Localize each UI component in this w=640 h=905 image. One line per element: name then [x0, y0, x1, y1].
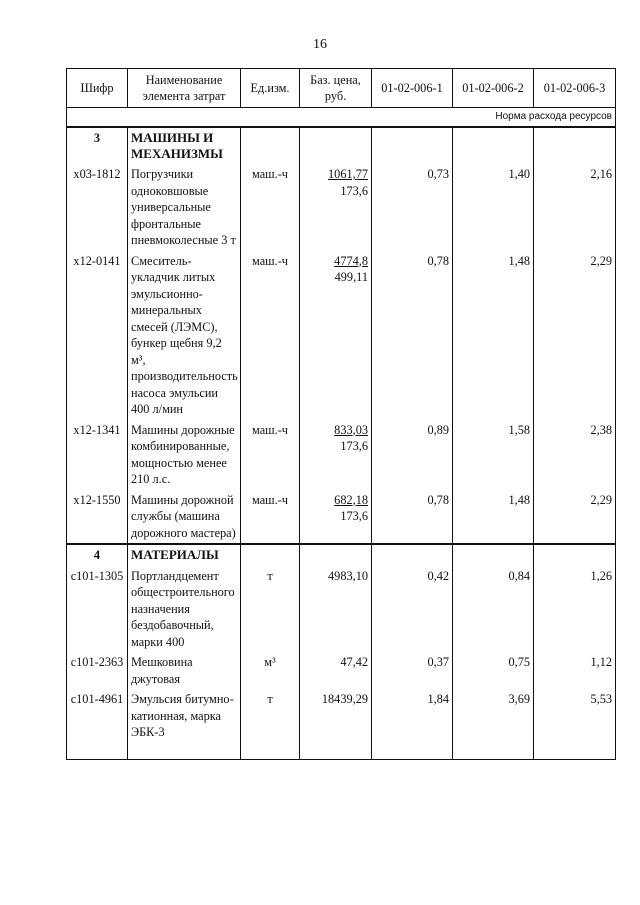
- base-price: 47,42: [340, 655, 368, 669]
- empty-cell: [534, 743, 616, 760]
- table-body: [67, 108, 616, 760]
- price-component: 173,6: [340, 183, 368, 198]
- table-row: [67, 490, 616, 545]
- section-number: 4: [67, 544, 128, 566]
- norm-value-col1: 1,84: [372, 689, 453, 743]
- norm-value-col3: 2,29: [534, 490, 616, 545]
- empty-cell: [67, 743, 128, 760]
- section-empty-unit: [241, 544, 300, 566]
- section-header-row: [67, 127, 616, 164]
- resource-price: [300, 490, 372, 545]
- section-header-row: [67, 544, 616, 566]
- section-title: МАТЕРИАЛЫ: [128, 544, 241, 566]
- resource-unit: т: [241, 566, 300, 653]
- base-price: 682,18: [334, 492, 368, 507]
- norm-label-spacer: [67, 108, 372, 128]
- empty-cell: [372, 743, 453, 760]
- header-col3: 01-02-006-3: [534, 69, 616, 108]
- section-empty-col2: [453, 127, 534, 164]
- resource-price: [300, 251, 372, 420]
- resource-code: х12-1341: [67, 420, 128, 490]
- empty-cell: [128, 743, 241, 760]
- section-empty-col1: [372, 544, 453, 566]
- norm-label: Норма расхода ресурсов: [372, 108, 616, 128]
- section-number: 3: [67, 127, 128, 164]
- resource-unit: маш.-ч: [241, 164, 300, 251]
- price-component: 173,6: [340, 439, 368, 453]
- norm-value-col3: 1,12: [534, 652, 616, 689]
- norm-value-col3: 2,38: [534, 420, 616, 490]
- resource-price: [300, 689, 372, 743]
- norm-value-col2: 1,48: [453, 251, 534, 420]
- table-row: [67, 420, 616, 490]
- table-row: [67, 689, 616, 743]
- resource-unit: т: [241, 689, 300, 743]
- resource-unit: м³: [241, 652, 300, 689]
- section-empty-price: [300, 127, 372, 164]
- section-empty-col1: [372, 127, 453, 164]
- resource-code: с101-2363: [67, 652, 128, 689]
- header-unit: Ед.изм.: [241, 69, 300, 108]
- norm-value-col2: 0,75: [453, 652, 534, 689]
- table-row: [67, 566, 616, 653]
- header-price: Баз. цена, руб.: [300, 69, 372, 108]
- norm-value-col1: 0,37: [372, 652, 453, 689]
- section-empty-col3: [534, 544, 616, 566]
- header-name: Наименование элемента затрат: [128, 69, 241, 108]
- norm-value-col3: 2,29: [534, 251, 616, 420]
- price-component: 173,6: [340, 509, 368, 523]
- resource-name: Погрузчики одноковшовые универсальные фронтальные пневмоколесные 3 т: [128, 164, 241, 251]
- resource-code: х12-0141: [67, 251, 128, 420]
- empty-cell: [241, 743, 300, 760]
- norm-value-col1: 0,89: [372, 420, 453, 490]
- norm-value-col1: 0,73: [372, 164, 453, 251]
- price-component: 499,11: [334, 270, 368, 284]
- empty-cell: [300, 743, 372, 760]
- resource-name: Машины дорожные комбинированные, мощностью менее 210 л.с.: [128, 420, 241, 490]
- norm-value-col1: 0,78: [372, 251, 453, 420]
- table-row: [67, 164, 616, 251]
- base-price: 4774,8: [334, 253, 368, 268]
- section-empty-col2: [453, 544, 534, 566]
- resource-price: [300, 164, 372, 251]
- section-empty-unit: [241, 127, 300, 164]
- resource-name: Смеситель-укладчик литых эмульсионно-минеральных смесей (ЛЭМС), бункер щебня 9,2 м³, производительность насоса эмульсии 400 л/мин: [128, 251, 241, 420]
- norm-label-row: [67, 108, 616, 128]
- section-title: МАШИНЫ И МЕХАНИЗМЫ: [128, 127, 241, 164]
- table-row: [67, 652, 616, 689]
- resource-code: с101-4961: [67, 689, 128, 743]
- norm-value-col2: 1,48: [453, 490, 534, 545]
- resource-code: х03-1812: [67, 164, 128, 251]
- table-row: [67, 251, 616, 420]
- base-price: 833,03: [334, 422, 368, 437]
- resource-code: с101-1305: [67, 566, 128, 653]
- resource-code: х12-1550: [67, 490, 128, 545]
- resource-norm-table: [66, 68, 616, 760]
- header-code: Шифр: [67, 69, 128, 108]
- base-price: 1061,77: [328, 167, 368, 181]
- norm-value-col2: 0,84: [453, 566, 534, 653]
- resource-unit: маш.-ч: [241, 251, 300, 420]
- resource-unit: маш.-ч: [241, 490, 300, 545]
- section-empty-price: [300, 544, 372, 566]
- section-empty-col3: [534, 127, 616, 164]
- resource-price: [300, 566, 372, 653]
- resource-name: Машины дорожной службы (машина дорожного мастера): [128, 490, 241, 545]
- norm-value-col3: 1,26: [534, 566, 616, 653]
- base-price: 4983,10: [328, 568, 368, 583]
- norm-value-col1: 0,42: [372, 566, 453, 653]
- resource-price: [300, 420, 372, 490]
- norm-value-col2: 1,40: [453, 164, 534, 251]
- page-number: 16: [313, 37, 327, 52]
- norm-value-col3: 2,16: [534, 164, 616, 251]
- norm-value-col2: 1,58: [453, 420, 534, 490]
- table-header-row: [67, 69, 616, 108]
- norm-value-col2: 3,69: [453, 689, 534, 743]
- header-col2: 01-02-006-2: [453, 69, 534, 108]
- table-trailing-space: [67, 743, 616, 760]
- resource-name: Портландцемент общестроительного назначения бездобавочный, марки 400: [128, 566, 241, 653]
- resource-unit: маш.-ч: [241, 420, 300, 490]
- base-price: 18439,29: [321, 692, 368, 706]
- norm-value-col3: 5,53: [534, 689, 616, 743]
- norm-value-col1: 0,78: [372, 490, 453, 545]
- resource-name: Мешковина джутовая: [128, 652, 241, 689]
- resource-price: [300, 652, 372, 689]
- header-col1: 01-02-006-1: [372, 69, 453, 108]
- resource-name: Эмульсия битумно-катионная, марка ЭБК-3: [128, 689, 241, 743]
- empty-cell: [453, 743, 534, 760]
